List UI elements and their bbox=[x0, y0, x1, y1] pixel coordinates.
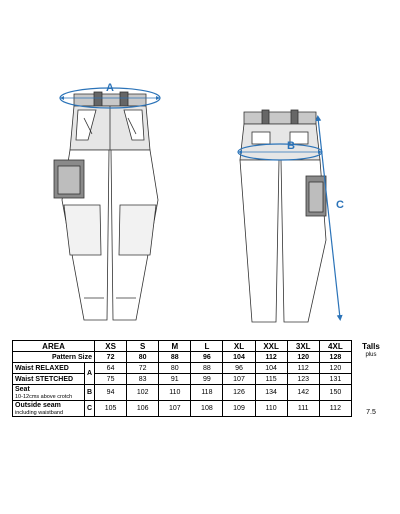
table-cell: 94 bbox=[95, 385, 127, 401]
row-name: Waist RELAXED bbox=[13, 363, 85, 374]
table-cell: 111 bbox=[287, 401, 319, 417]
talls-value: 7.5 bbox=[366, 409, 376, 416]
table-cell: 150 bbox=[319, 385, 351, 401]
row-letter: A bbox=[85, 363, 95, 385]
size-heading: XXL bbox=[255, 341, 287, 352]
size-heading: XS bbox=[95, 341, 127, 352]
size-heading: S bbox=[127, 341, 159, 352]
row-letter: B bbox=[85, 385, 95, 401]
pattern-size-cell: 120 bbox=[287, 352, 319, 363]
table-cell: 110 bbox=[159, 385, 191, 401]
table-cell: 134 bbox=[255, 385, 287, 401]
row-name: Seat bbox=[15, 386, 30, 393]
table-cell: 131 bbox=[319, 374, 351, 385]
pattern-size-cell: 88 bbox=[159, 352, 191, 363]
table-cell: 120 bbox=[319, 363, 351, 374]
table-cell: 72 bbox=[127, 363, 159, 374]
label-b: B bbox=[287, 140, 295, 152]
table-cell: 75 bbox=[95, 374, 127, 385]
row-subtext: 10-12cms above crotch bbox=[15, 394, 73, 400]
table-cell: 64 bbox=[95, 363, 127, 374]
area-header: AREA bbox=[13, 341, 95, 352]
size-heading: 3XL bbox=[287, 341, 319, 352]
size-heading: XL bbox=[223, 341, 255, 352]
back-view-trousers bbox=[240, 110, 326, 322]
table-cell: 99 bbox=[191, 374, 223, 385]
table-cell: 80 bbox=[159, 363, 191, 374]
label-a: A bbox=[106, 82, 114, 94]
table-cell: 106 bbox=[127, 401, 159, 417]
table-cell: 102 bbox=[127, 385, 159, 401]
table-row bbox=[13, 385, 352, 401]
table-cell: 107 bbox=[223, 374, 255, 385]
pattern-size-cell: 104 bbox=[223, 352, 255, 363]
front-view-trousers bbox=[54, 92, 158, 320]
table-cell: 123 bbox=[287, 374, 319, 385]
table-cell: 105 bbox=[95, 401, 127, 417]
row-name: Waist STETCHED bbox=[13, 374, 85, 385]
table-cell: 110 bbox=[255, 401, 287, 417]
table-cell: 104 bbox=[255, 363, 287, 374]
table-cell: 107 bbox=[159, 401, 191, 417]
size-heading: M bbox=[159, 341, 191, 352]
table-row bbox=[13, 363, 352, 374]
table-row bbox=[13, 374, 352, 385]
talls-subtitle: plus bbox=[365, 352, 377, 358]
talls-title: Talls bbox=[362, 342, 380, 351]
table-cell: 126 bbox=[223, 385, 255, 401]
table-cell: 108 bbox=[191, 401, 223, 417]
pattern-size-row bbox=[13, 352, 352, 363]
pattern-size-cell: 112 bbox=[255, 352, 287, 363]
table-cell: 112 bbox=[319, 401, 351, 417]
table-cell: 109 bbox=[223, 401, 255, 417]
table-cell: 96 bbox=[223, 363, 255, 374]
table-cell: 115 bbox=[255, 374, 287, 385]
label-c: C bbox=[336, 199, 344, 211]
row-letter: C bbox=[85, 401, 95, 417]
row-subtext: including waistband bbox=[15, 410, 64, 416]
row-name-with-sub bbox=[13, 385, 85, 401]
table-cell: 91 bbox=[159, 374, 191, 385]
row-name-with-sub bbox=[13, 401, 85, 417]
table-row bbox=[13, 401, 352, 417]
size-heading: L bbox=[191, 341, 223, 352]
pattern-size-cell: 96 bbox=[191, 352, 223, 363]
size-header-row bbox=[13, 341, 352, 352]
pattern-size-cell: 80 bbox=[127, 352, 159, 363]
pattern-size-cell: 128 bbox=[319, 352, 351, 363]
pattern-size-label: Pattern Size bbox=[13, 352, 95, 363]
table-cell: 88 bbox=[191, 363, 223, 374]
table-cell: 83 bbox=[127, 374, 159, 385]
size-chart-table bbox=[12, 340, 352, 417]
table-cell: 118 bbox=[191, 385, 223, 401]
table-cell: 112 bbox=[287, 363, 319, 374]
talls-column bbox=[352, 340, 390, 416]
table-cell: 142 bbox=[287, 385, 319, 401]
pattern-size-cell: 72 bbox=[95, 352, 127, 363]
size-heading: 4XL bbox=[319, 341, 351, 352]
row-name: Outside seam bbox=[15, 402, 61, 409]
